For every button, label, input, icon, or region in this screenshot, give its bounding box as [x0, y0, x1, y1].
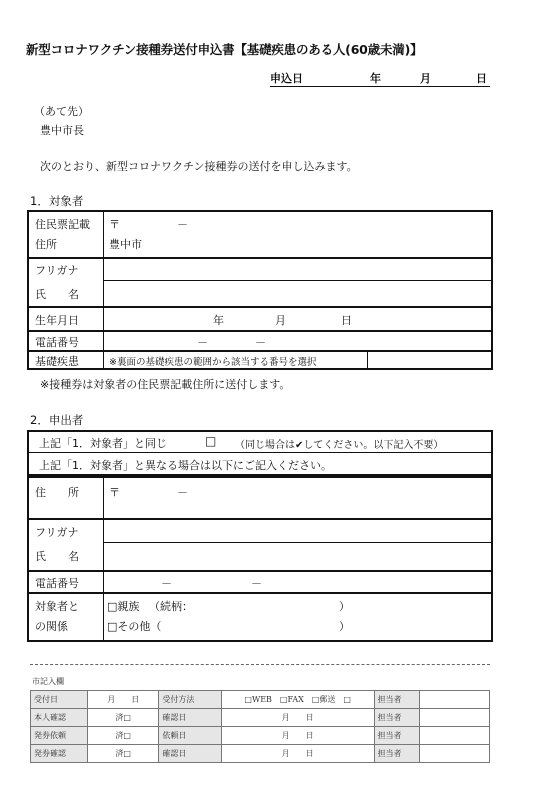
office-cell[interactable] — [419, 727, 489, 745]
applicant-name-field[interactable] — [105, 544, 489, 568]
relation-family-close: ） — [339, 600, 350, 613]
same-as-target-note: （同じ場合は✔してください。以下記入不要） — [235, 440, 444, 451]
name-label: 氏 名 — [35, 288, 79, 301]
name-field[interactable] — [105, 282, 489, 304]
office-table-row — [31, 727, 490, 745]
applicant-phone-label: 電話番号 — [35, 577, 79, 590]
office-table-row — [31, 709, 490, 727]
office-cell: 本人確認 — [31, 709, 88, 727]
office-cell: 担当者 — [374, 709, 419, 727]
relation-family-option[interactable]: □親族 — [107, 600, 140, 613]
office-use-table — [30, 690, 490, 763]
office-cell: □WEB □FAX □郵送 □ — [221, 691, 374, 709]
office-cell: 月 日 — [221, 727, 374, 745]
phone-dash-2: － — [255, 336, 266, 349]
applicant-same-box — [27, 430, 493, 476]
addressee-name: 豊中市長 — [40, 124, 84, 137]
section2-heading: 2．申出者 — [30, 413, 84, 427]
office-cell: 担当者 — [374, 727, 419, 745]
date-label: 申込日 — [270, 72, 303, 85]
relation-other-close: ） — [339, 620, 350, 633]
office-cell: 担当者 — [374, 745, 419, 763]
relation-label-1: 対象者と — [35, 600, 79, 613]
applicant-furigana-label: フリガナ — [35, 526, 79, 539]
same-as-target-text: 上記「1．対象者」と同じ — [39, 437, 167, 450]
office-cell: 済□ — [88, 709, 159, 727]
cut-line — [30, 664, 490, 665]
date-day: 日 — [476, 72, 487, 85]
address-label-2: 住所 — [35, 238, 57, 251]
applicant-postal-mark: 〒 — [109, 486, 120, 499]
office-cell[interactable] — [419, 691, 489, 709]
postal-mark: 〒 — [109, 218, 120, 231]
phone-dash-1: － — [197, 336, 208, 349]
delivery-note: ※接種券は対象者の住民票記載住所に送付します。 — [40, 378, 291, 391]
office-cell: 発券依頼 — [31, 727, 88, 745]
office-table-row — [31, 691, 490, 709]
office-cell: 担当者 — [374, 691, 419, 709]
target-person-table — [27, 210, 493, 370]
form-title: 新型コロナワクチン接種券送付申込書【基礎疾患のある人(60歳未満)】 — [26, 42, 423, 57]
dob-year: 年 — [213, 314, 224, 327]
applicant-table — [27, 476, 493, 642]
applicant-address-label: 住 所 — [35, 486, 79, 499]
office-cell: 受付日 — [31, 691, 88, 709]
furigana-field[interactable] — [105, 259, 489, 279]
different-text: 上記「1．対象者」と異なる場合は以下にご記入ください。 — [39, 459, 332, 472]
addressee-to: （あて先） — [34, 105, 89, 118]
furigana-label: フリガナ — [35, 264, 79, 277]
office-cell: 受付方法 — [159, 691, 221, 709]
intro-text: 次のとおり、新型コロナワクチン接種券の送付を申し込みます。 — [40, 160, 358, 173]
address-label-1: 住民票記載 — [35, 218, 90, 231]
office-cell: 月 日 — [88, 691, 159, 709]
applicant-phone-dash-1: － — [161, 577, 172, 590]
section1-heading: 1．対象者 — [30, 194, 84, 208]
condition-label: 基礎疾患 — [35, 355, 79, 368]
relation-other-option[interactable]: □その他（ — [107, 620, 162, 633]
office-cell: 月 日 — [221, 745, 374, 763]
phone-label: 電話番号 — [35, 336, 79, 349]
office-use-heading: 市記入欄 — [32, 677, 64, 686]
office-table-row — [31, 745, 490, 763]
dob-label: 生年月日 — [35, 314, 79, 327]
office-cell: 済□ — [88, 727, 159, 745]
postal-dash: － — [177, 218, 188, 231]
same-as-target-checkbox[interactable]: □ — [205, 434, 217, 448]
office-cell: 確認日 — [159, 745, 221, 763]
office-cell: 依頼日 — [159, 727, 221, 745]
office-cell: 確認日 — [159, 709, 221, 727]
office-cell[interactable] — [419, 745, 489, 763]
date-month: 月 — [420, 72, 431, 85]
applicant-furigana-field[interactable] — [105, 520, 489, 540]
dob-day: 日 — [341, 314, 352, 327]
office-cell[interactable] — [419, 709, 489, 727]
applicant-postal-dash: － — [177, 486, 188, 499]
office-cell: 月 日 — [221, 709, 374, 727]
condition-text: ※裏面の基礎疾患の範囲から該当する番号を選択 — [109, 357, 317, 368]
dob-month: 月 — [275, 314, 286, 327]
applicant-name-label: 氏 名 — [35, 550, 79, 563]
relation-family-paren: （続柄： — [149, 600, 193, 613]
applicant-phone-dash-2: － — [251, 577, 262, 590]
office-cell: 済□ — [88, 745, 159, 763]
relation-label-2: の関係 — [35, 620, 68, 633]
date-year: 年 — [370, 72, 381, 85]
office-cell: 発券確認 — [31, 745, 88, 763]
city-name: 豊中市 — [109, 238, 142, 251]
application-date[interactable] — [270, 70, 490, 87]
